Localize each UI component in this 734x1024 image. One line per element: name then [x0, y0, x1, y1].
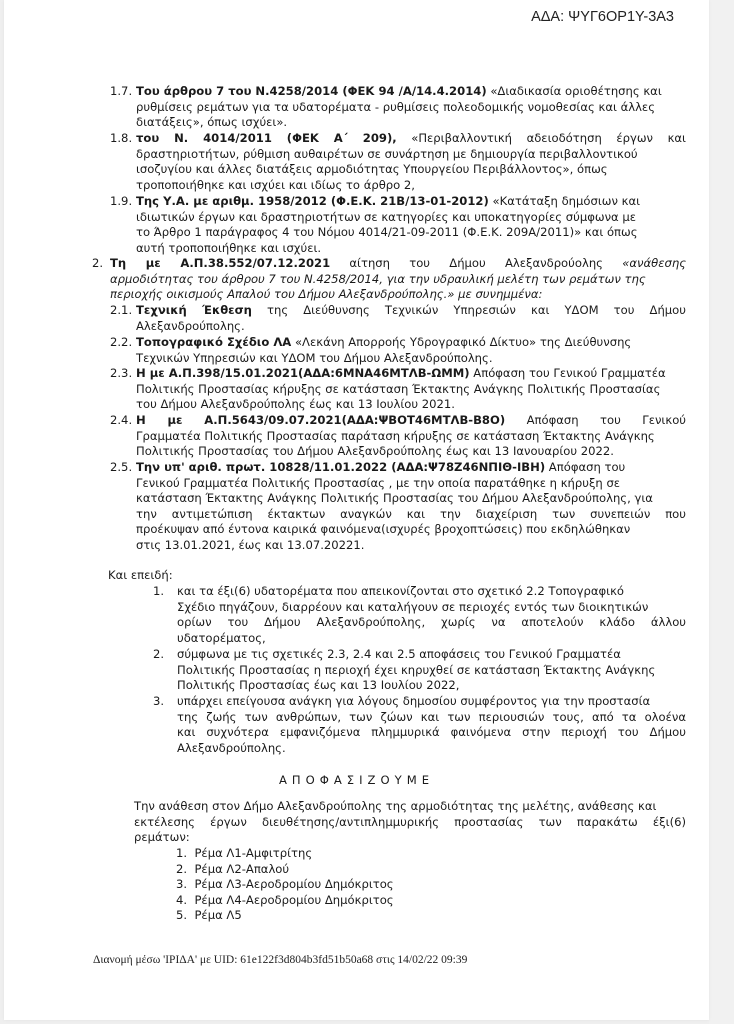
decision-heading: ΑΠΟΦΑΣΙΖΟΥΜΕ	[278, 773, 435, 787]
item-text: σύμφωνα με τις σχετικές 2.3, 2.4 και 2.5 αποφάσεις του Γενικού Γραμματέα	[177, 647, 621, 661]
stream-item: 1. Ρέμα Λ1-Αμφιτρίτης	[176, 846, 313, 860]
ada-code: ΑΔΑ: ΨΥΓ6ΟΡ1Υ-3Α3	[531, 9, 674, 25]
item-text: κατάσταση Έκτακτης Ανάγκης Πολιτικής Προστασίας του Δήμου Αλεξανδρούπολης, για	[136, 491, 653, 505]
item-number: 2.2.	[110, 335, 133, 349]
item-number: 2.	[153, 647, 165, 661]
distribution-footer: Διανομή μέσω 'ΙΡΙΔΑ' με UID: 61e122f3d804b3fd51b50a68 στις 14/02/22 09:39	[93, 954, 468, 966]
item-text: αίτηση του Δήμου Αλεξανδρούολης	[330, 256, 603, 270]
item-text: «Κατάταξη δημόσιων και	[488, 194, 641, 208]
item-number: 2.5.	[110, 460, 133, 474]
item-text: το Άρθρο 1 παράγραφος 4 του Νόμου 4014/21-09-2011 (Φ.Ε.Κ. 209Α/2011)» και όπως	[136, 225, 638, 239]
item-text: της Διεύθυνσης Τεχνικών Υπηρεσιών και ΥΔΟΜ του Δήμου	[251, 303, 686, 317]
item-text: περιοχής οικισμούς Απαλού του Δήμου Αλεξανδρούπολης.» με συνημμένα:	[110, 287, 543, 301]
item-text: Απόφαση του	[545, 460, 626, 474]
item-text: «Διαδικασία οριοθέτησης και	[486, 84, 662, 98]
item-text: ιδιωτικών έργων και δραστηριοτήτων σε κατηγορίες και υποκατηγορίες σύμφωνα με	[136, 209, 637, 224]
item-text: αρμοδιότητας του άρθρου 7 του Ν.4258/2014, για την υδραυλική μελέτη των ρεμάτων της	[110, 271, 646, 286]
item-text: αυτή τροποποιήθηκε και ισχύει.	[136, 240, 322, 255]
item-title: Η με Α.Π.398/15.01.2021(ΑΔΑ:6ΜΝΑ46ΜΤΛΒ-ΩΜΜ)	[136, 366, 470, 380]
item-text: «ανάθεσης	[602, 256, 687, 270]
decision-paragraph	[134, 799, 686, 846]
item-text: δραστηριοτήτων, ρύθμιση αυθαιρέτων σε συνάρτηση με δημιουργία περιβαλλοντικού	[136, 146, 638, 161]
item-text: την αντιμετώπιση έκτακτων αναγκών και την διαχείριση των συνεπειών που	[136, 506, 686, 521]
item-title: Την υπ' αριθ. πρωτ. 10828/11.01.2022 (ΑΔΑ:Ψ78Ζ46ΝΠΙΘ-ΙΒΗ)	[136, 460, 546, 474]
item-text: ρυθμίσεις ρεμάτων για τα υδατορέματα - ρυθμίσεις πολεοδομικής νομοθεσίας και άλλες	[136, 99, 656, 114]
legal-item-2-4	[110, 413, 686, 460]
item-text: ορίων του Δήμου Αλεξανδρούπολης, χωρίς να αποτελούν κλάδο άλλου	[177, 615, 686, 629]
item-text: Πολιτικής Προστασίας κήρυξης σε κατάσταση Έκτακτης Ανάγκης Πολιτικής Προστασίας	[136, 381, 661, 396]
decision-text: Την ανάθεση στον Δήμο Αλεξανδρούπολης της αρμοδιότητας της μελέτης, ανάθεσης και	[134, 799, 657, 813]
item-text: ισοζυγίου και άλλες διατάξεις αρμοδιότητας Υπουργείου Περιβάλλοντος», όπως	[136, 162, 608, 176]
stream-item: 2. Ρέμα Λ2-Απαλού	[176, 861, 290, 876]
item-text: Γενικού Γραμματέα Πολιτικής Προστασίας , με την οποία παρατάθηκε η κήρυξη σε	[136, 475, 621, 490]
item-title: του Ν. 4014/2011 (ΦΕΚ Α΄ 209),	[136, 131, 397, 145]
item-text: προέκυψαν από έντονα καιρικά φαινόμενα(ισχυρές βροχοπτώσεις) που εκδηλώθηκαν	[136, 522, 631, 536]
whereas-item-1	[153, 584, 686, 646]
item-text: Απόφαση του Γενικού Γραμματέα	[469, 366, 666, 380]
decision-text: εκτέλεσης έργων διευθέτησης/αντιπλημμυρικής προστασίας των παρακάτω έξι(6)	[134, 814, 686, 829]
item-text: και συχνότερα εμφανιζόμενα πλημμυρικά φαινόμενα στην περιοχή του Δήμου	[177, 725, 686, 739]
item-number: 1.7.	[110, 84, 133, 98]
item-title: Τοπογραφικό Σχέδιο ΛΑ	[136, 335, 292, 349]
item-text: Πολιτικής Προστασίας του Δήμου Αλεξανδρούπολης έως και 13 Ιανουαρίου 2022.	[136, 444, 614, 458]
item-title: Η με Α.Π.5643/09.07.2021(ΑΔΑ:ΨΒΟΤ46ΜΤΛΒ-Β8Ο)	[136, 413, 506, 427]
item-title: Τη με Α.Π.38.552/07.12.2021	[110, 256, 331, 270]
item-text: Πολιτικής Προστασίας η περιοχή έχει κηρυχθεί σε κατάσταση Έκτακτης Ανάγκης	[177, 662, 656, 677]
item-text: στις 13.01.2021, έως και 13.07.20221.	[136, 537, 365, 552]
item-text: Σχέδιο πηγάζουν, διαρρέουν και καταλήγουν σε περιοχές εντός των διοικητικών	[177, 599, 649, 614]
item-text: Αλεξανδρούπολης.	[136, 318, 245, 333]
item-text: Απόφαση του Γενικού	[505, 413, 686, 427]
legal-item-1-7	[110, 84, 686, 131]
item-text: Τεχνικών Υπηρεσιών και ΥΔΟΜ του Δήμου Αλεξανδρούπολης.	[136, 350, 493, 365]
legal-item-2-3	[110, 366, 686, 413]
whereas-item-2	[153, 647, 686, 694]
stream-list	[176, 846, 394, 924]
decision-text: ρεμάτων:	[134, 830, 190, 844]
item-title: Της Υ.Α. με αριθμ. 1958/2012 (Φ.Ε.Κ. 21Β/13-01-2012)	[136, 194, 489, 208]
item-text: Γραμματέα Πολιτικής Προστασίας παράταση κήρυξης σε κατάσταση Έκτακτης Ανάγκης	[136, 428, 655, 443]
item-text: της ζωής των ανθρώπων, των ζώων και των περιουσιών τους, από τα ολοένα	[177, 709, 686, 724]
stream-item: 3. Ρέμα Λ3-Αεροδρομίου Δημόκριτος	[176, 877, 394, 891]
item-title: Του άρθρου 7 του Ν.4258/2014 (ΦΕΚ 94 /Α/14.4.2014)	[136, 84, 487, 98]
legal-item-1-9	[110, 194, 686, 256]
item-text: Αλεξανδρούπολης.	[177, 740, 286, 755]
item-text: υδατορέματος,	[177, 630, 266, 645]
item-text: τροποποιήθηκε και ισχύει και ιδίως το άρθρο 2,	[136, 177, 415, 192]
item-text: «Λεκάνη Απορροής Υδρογραφικό Δίκτυο» της Διεύθυνσης	[291, 335, 632, 349]
whereas-item-3	[153, 694, 686, 756]
legal-item-2-5	[110, 460, 686, 553]
item-text: υπάρχει επείγουσα ανάγκη για λόγους δημοσίου συμφέροντος για την προστασία	[177, 694, 651, 708]
item-number: 3.	[153, 694, 165, 708]
item-number: 1.9.	[110, 194, 133, 208]
item-title: Τεχνική Έκθεση	[136, 303, 252, 317]
item-text: και τα έξι(6) υδατορέματα που απεικονίζονται στο σχετικό 2.2 Τοπογραφικό	[177, 584, 624, 598]
item-text: «Περιβαλλοντική αδειοδότηση έργων και	[396, 131, 686, 145]
item-text: του Δήμου Αλεξανδρούπολης έως και 13 Ιουλίου 2021.	[136, 397, 455, 411]
item-number: 1.8.	[110, 131, 133, 145]
viewer-edge	[709, 0, 734, 1024]
whereas-title: Και επειδή:	[108, 568, 173, 582]
stream-item: 4. Ρέμα Λ4-Αεροδρομίου Δημόκριτος	[176, 892, 394, 907]
item-number: 2.3.	[110, 366, 133, 380]
item-text: διατάξεις», όπως ισχύει».	[136, 115, 288, 129]
legal-item-2	[92, 256, 686, 303]
document-page	[4, 0, 709, 1020]
item-text: Πολιτικής Προστασίας έως και 13 Ιουλίου 2022,	[177, 678, 460, 692]
item-number: 2.4.	[110, 413, 133, 427]
legal-item-2-2	[110, 335, 686, 366]
item-number: 2.1.	[110, 303, 133, 317]
legal-item-2-1	[110, 303, 686, 334]
item-number: 1.	[153, 584, 165, 598]
legal-item-1-8	[110, 131, 686, 193]
stream-item: 5. Ρέμα Λ5	[176, 908, 242, 922]
item-number: 2.	[92, 256, 104, 270]
